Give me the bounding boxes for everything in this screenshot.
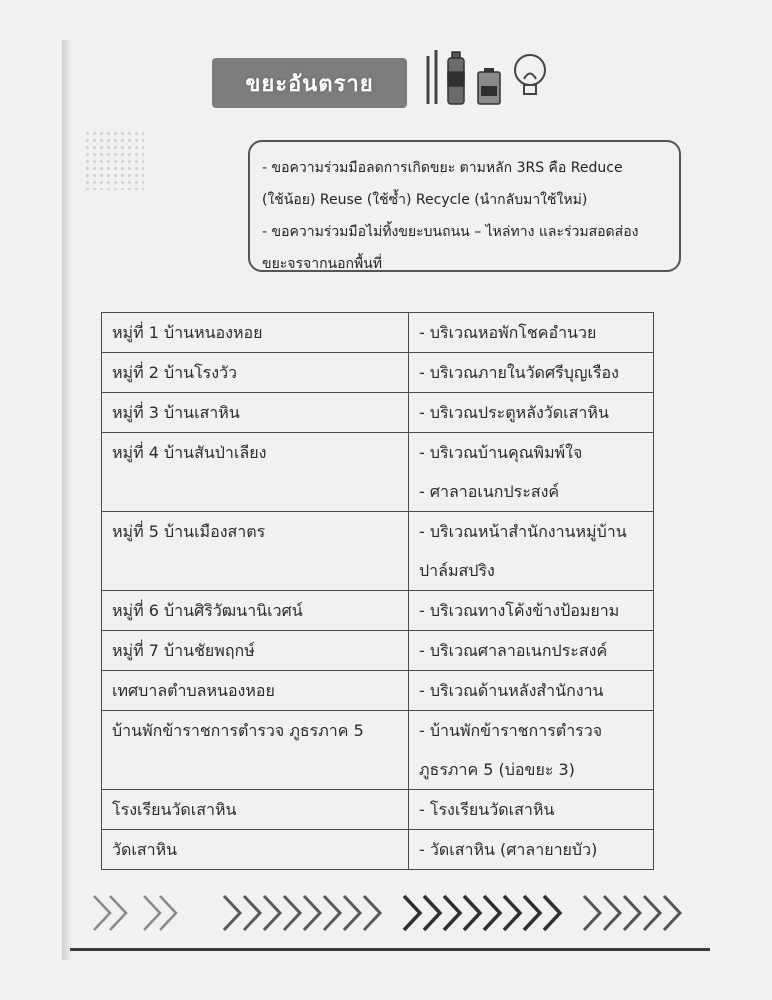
notice-line: ขยะจรจากนอกพื้นที่	[262, 256, 383, 272]
village-cell: วัดเสาหิน	[102, 830, 409, 870]
header-banner-title: ขยะอันตราย	[245, 71, 374, 97]
village-cell: หมู่ที่ 2 บ้านโรงวัว	[102, 353, 409, 393]
chevron-icon	[404, 896, 560, 930]
table-row	[102, 353, 654, 393]
location-cell	[409, 512, 654, 591]
spray-can-icon	[448, 52, 464, 104]
location-line: - บริเวณหน้าสำนักงานหมู่บ้าน	[419, 522, 627, 541]
page-edge-shadow	[62, 40, 72, 960]
location-line: - บริเวณประตูหลังวัดเสาหิน	[419, 403, 609, 422]
location-cell	[409, 433, 654, 512]
location-line: - วัดเสาหิน (ศาลายายบัว)	[419, 840, 598, 859]
location-cell	[409, 393, 654, 433]
village-cell: หมู่ที่ 1 บ้านหนองหอย	[102, 313, 409, 353]
location-cell	[409, 353, 654, 393]
location-line: - บริเวณหอพักโชคอำนวย	[419, 323, 597, 342]
location-line: - บริเวณศาลาอเนกประสงค์	[419, 641, 608, 660]
location-cell	[409, 671, 654, 711]
table-row	[102, 830, 654, 870]
location-line: - บริเวณด้านหลังสำนักงาน	[419, 681, 604, 700]
village-cell: หมู่ที่ 5 บ้านเมืองสาตร	[102, 512, 409, 591]
scan-speckle	[84, 130, 144, 190]
location-line: - บริเวณบ้านคุณพิมพ์ใจ	[419, 443, 583, 462]
village-cell: หมู่ที่ 4 บ้านสันป่าเลียง	[102, 433, 409, 512]
location-line: - โรงเรียนวัดเสาหิน	[419, 800, 555, 819]
chevron-icon	[224, 896, 380, 930]
location-cell	[409, 711, 654, 790]
table-row	[102, 631, 654, 671]
location-cell	[409, 313, 654, 353]
collection-points-table	[101, 312, 654, 870]
village-cell: หมู่ที่ 6 บ้านศิริวัฒนานิเวศน์	[102, 591, 409, 631]
village-cell: บ้านพักข้าราชการตำรวจ ภูธรภาค 5	[102, 711, 409, 790]
location-line: ปาล์มสปริง	[419, 561, 495, 580]
location-cell	[409, 631, 654, 671]
village-cell: หมู่ที่ 7 บ้านชัยพฤกษ์	[102, 631, 409, 671]
chevron-icon	[584, 896, 680, 930]
location-line: - บริเวณภายในวัดศรีบุญเรือง	[419, 363, 619, 382]
chevron-icon	[94, 896, 176, 930]
village-cell: เทศบาลตำบลหนองหอย	[102, 671, 409, 711]
notice-line: - ขอความร่วมมือลดการเกิดขยะ ตามหลัก 3RS คือ Reduce	[262, 160, 623, 176]
header-banner	[212, 58, 407, 108]
page-bottom-rule	[70, 948, 710, 951]
notice-box	[248, 140, 681, 272]
notice-line: (ใช้น้อย) Reuse (ใช้ซ้ำ) Recycle (นำกลับมาใช้ใหม่)	[262, 192, 588, 208]
bottle-icon	[428, 50, 436, 104]
village-cell: หมู่ที่ 3 บ้านเสาหิน	[102, 393, 409, 433]
location-line: ภูธรภาค 5 (บ่อขยะ 3)	[419, 760, 575, 779]
location-line: - ศาลาอเนกประสงค์	[419, 482, 560, 501]
table-row	[102, 591, 654, 631]
table-row	[102, 512, 654, 591]
hazard-items-illustration	[418, 42, 618, 112]
location-line: - บ้านพักข้าราชการตำรวจ	[419, 721, 603, 740]
table-row	[102, 790, 654, 830]
decorative-chevron-border	[84, 888, 694, 938]
table-row	[102, 711, 654, 790]
table-row	[102, 433, 654, 512]
location-line: - บริเวณทางโค้งข้างป้อมยาม	[419, 601, 620, 620]
table-row	[102, 671, 654, 711]
notice-line: - ขอความร่วมมือไม่ทิ้งขยะบนถนน – ไหล่ทาง และร่วมสอดส่อง	[262, 224, 639, 240]
battery-icon	[478, 68, 500, 104]
location-cell	[409, 830, 654, 870]
table-row	[102, 313, 654, 353]
light-bulb-icon	[515, 55, 545, 94]
location-cell	[409, 591, 654, 631]
table-row	[102, 393, 654, 433]
location-cell	[409, 790, 654, 830]
village-cell: โรงเรียนวัดเสาหิน	[102, 790, 409, 830]
